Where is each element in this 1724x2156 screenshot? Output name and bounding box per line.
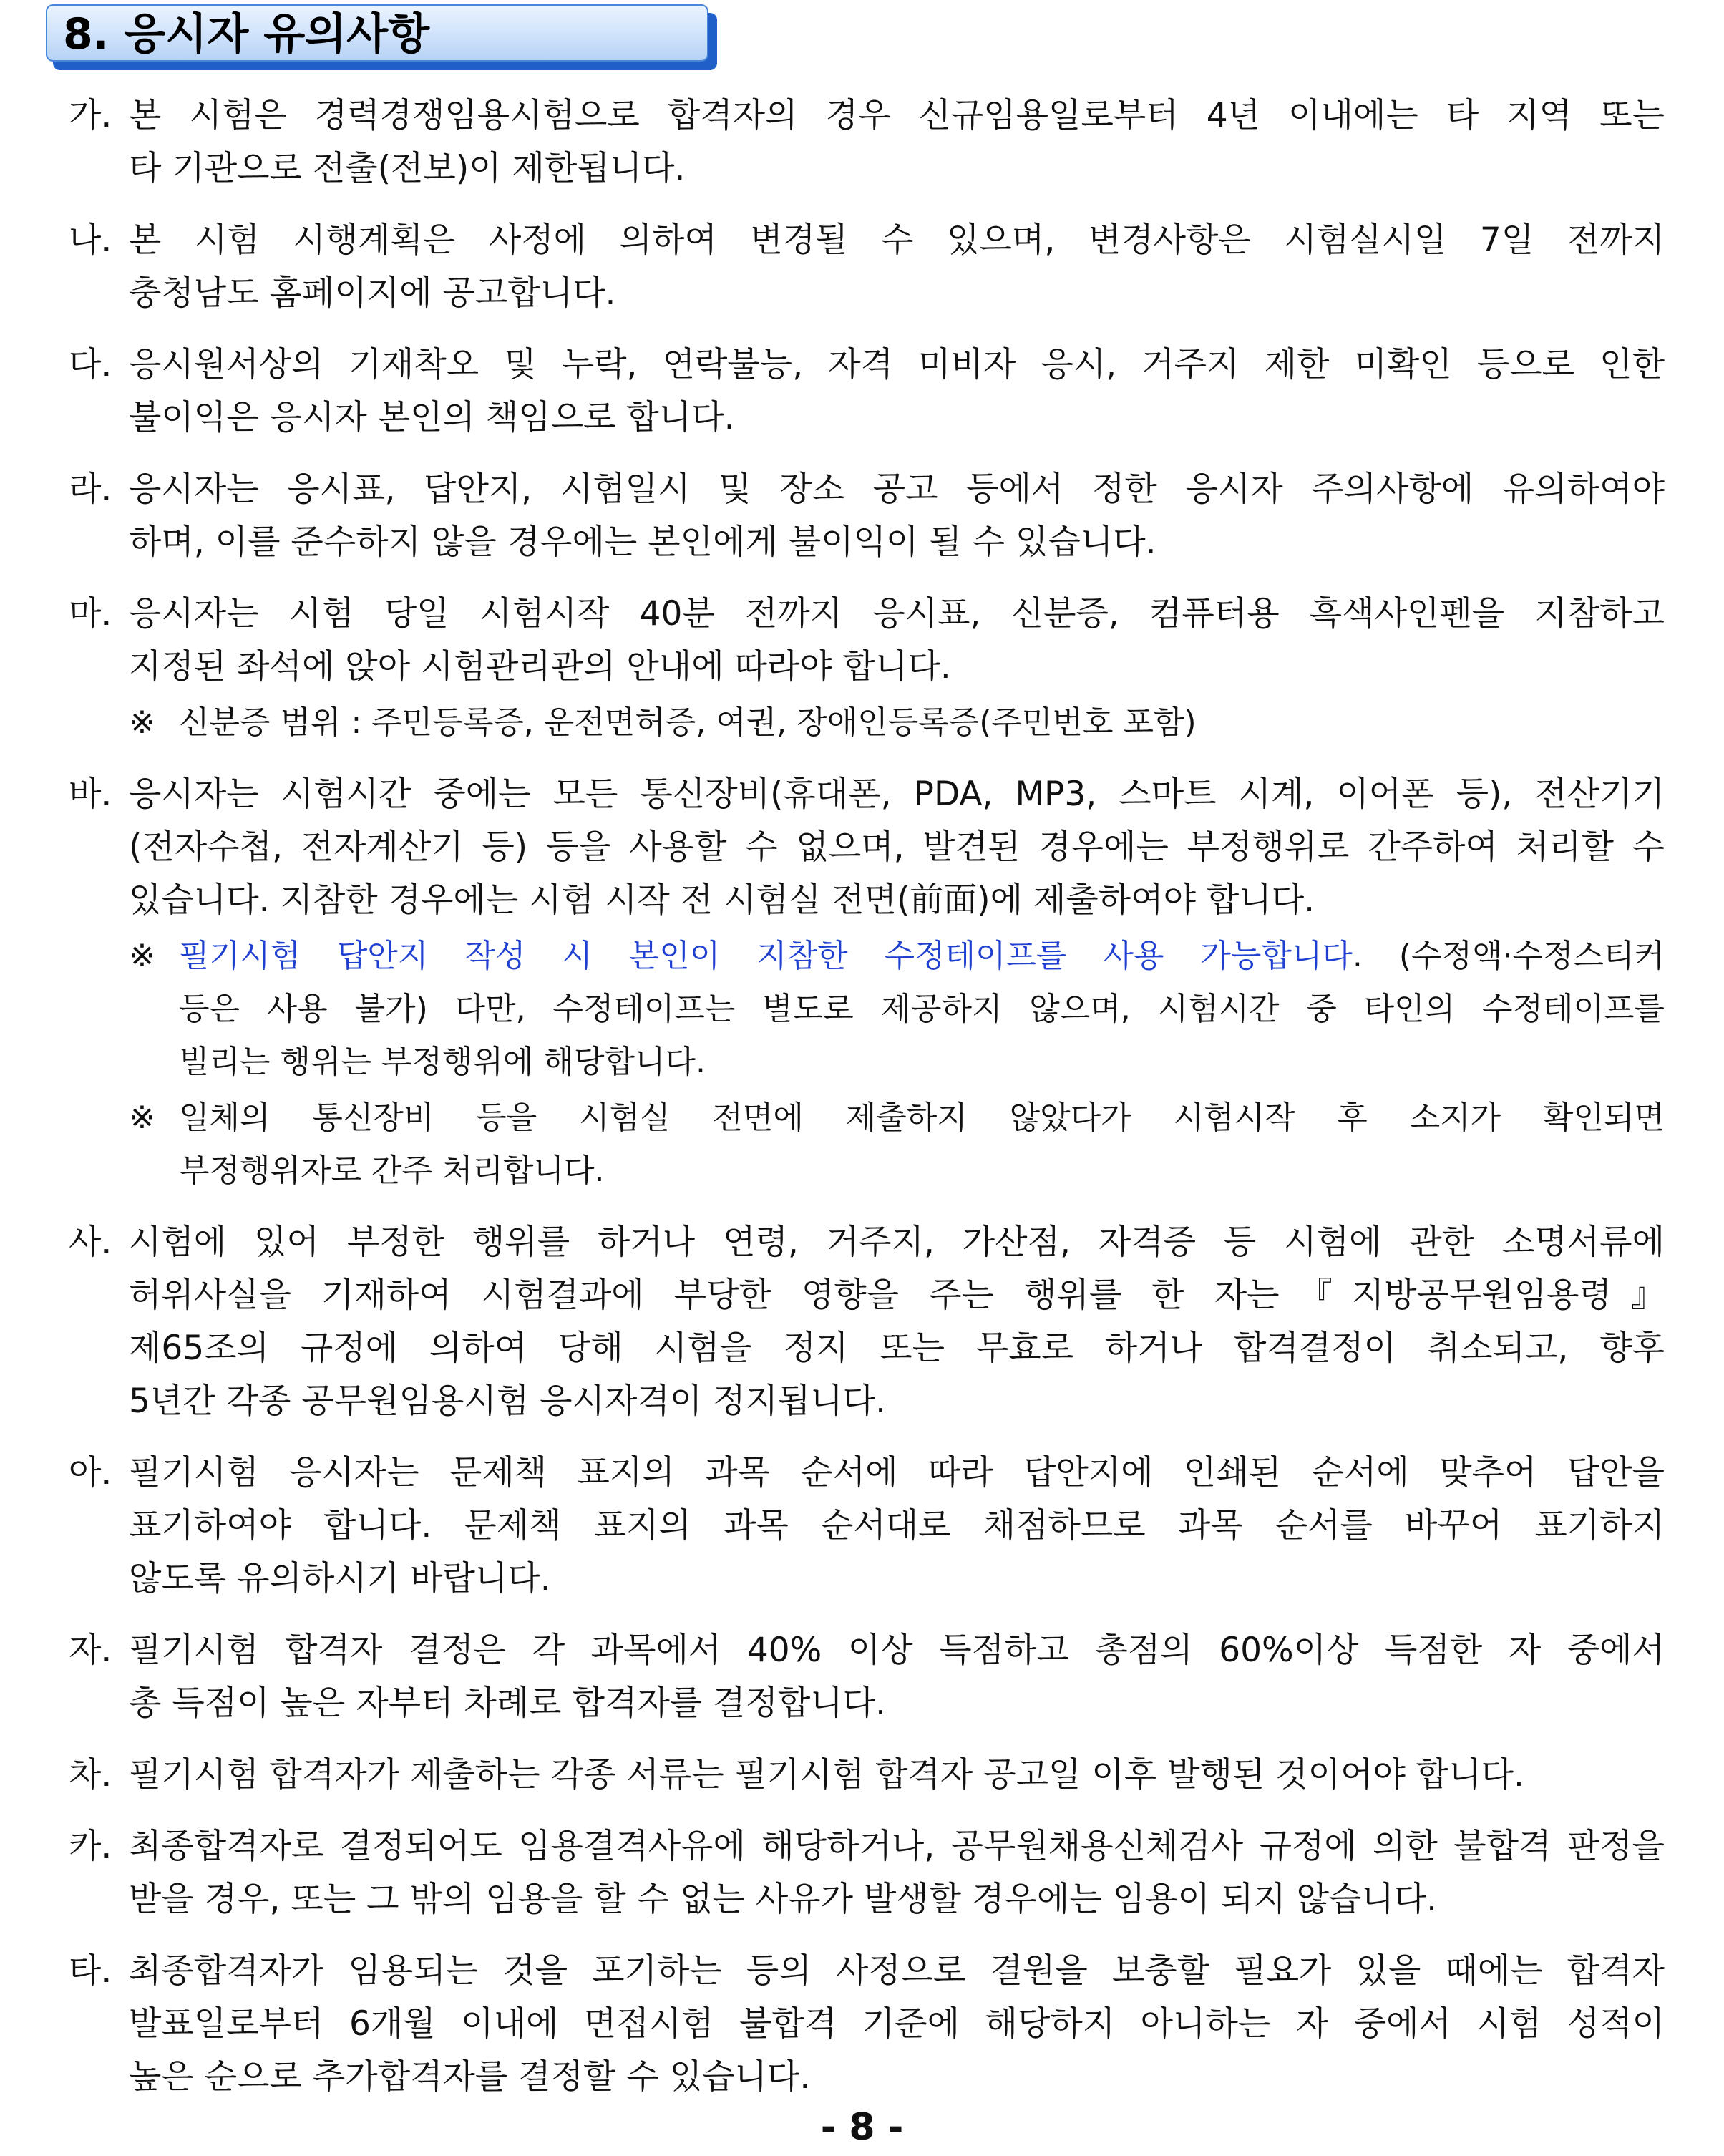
text-line: 불이익은 응시자 본인의 책임으로 합니다. [129, 398, 735, 437]
note-mark: ※ [129, 938, 155, 974]
item-marker: 나. [69, 220, 112, 260]
text-line: 제65조의 규정에 의하여 당해 시험을 정지 또는 무효로 하거나 합격결정이 취소되고, 향후 [129, 1329, 1665, 1368]
text-line: (전자수첩, 전자계산기 등) 등을 사용할 수 없으며, 발견된 경우에는 부정행위로 간주하여 처리할 수 [129, 827, 1665, 867]
item-text [129, 214, 1665, 320]
text-line: 본 시험은 경력경쟁임용시험으로 합격자의 경우 신규임용일로부터 4년 이내에는 타 지역 또는 [129, 96, 1665, 135]
note-text [179, 930, 1665, 1089]
notice-item [69, 89, 1665, 195]
notice-item [69, 588, 1665, 749]
text-line: 응시자는 응시표, 답안지, 시험일시 및 장소 공고 등에서 정한 응시자 주의사항에 유의하여야 [129, 470, 1665, 509]
item-marker: 라. [69, 470, 112, 509]
notice-item [69, 339, 1665, 445]
item-marker: 카. [69, 1827, 112, 1866]
heading-box [46, 4, 708, 62]
section-heading [46, 4, 719, 72]
page-number: - 8 - [820, 2106, 904, 2149]
notice-item [69, 1624, 1665, 1730]
notice-item [69, 1820, 1665, 1926]
text-line: 충청남도 홈페이지에 공고합니다. [129, 273, 616, 313]
text-line: 지정된 좌석에 앉아 시험관리관의 안내에 따라야 합니다. [129, 647, 951, 686]
note-mark: ※ [129, 704, 155, 741]
text-line: 빌리는 행위는 부정행위에 해당합니다. [179, 1044, 706, 1080]
text-line: 응시원서상의 기재착오 및 누락, 연락불능, 자격 미비자 응시, 거주지 제한 미확인 등으로 인한 [129, 345, 1665, 384]
item-marker: 사. [69, 1223, 112, 1262]
notice-item [69, 1216, 1665, 1428]
text-line [179, 930, 1665, 983]
item-marker: 마. [69, 594, 112, 633]
item-marker: 자. [69, 1631, 112, 1670]
item-text [129, 1749, 1665, 1802]
note-mark: ※ [129, 1099, 155, 1136]
text-line: 타 기관으로 전출(전보)이 제한됩니다. [129, 149, 686, 188]
item-text [129, 1624, 1665, 1730]
text-line: 응시자는 시험시간 중에는 모든 통신장비(휴대폰, PDA, MP3, 스마트 시계, 이어폰 등), 전산기기 [129, 774, 1665, 814]
item-text [129, 1447, 1665, 1606]
item-text [129, 463, 1665, 569]
item-marker: 아. [69, 1453, 112, 1492]
text-line: 허위사실을 기재하여 시험결과에 부당한 영향을 주는 행위를 한 자는『지방공무원임용령』 [129, 1276, 1665, 1315]
item-text [129, 339, 1665, 445]
text-line: 높은 순으로 추가합격자를 결정할 수 있습니다. [129, 2057, 811, 2097]
text-line: 필기시험 합격자 결정은 각 과목에서 40% 이상 득점하고 총점의 60%이상 득점한 자 중에서 [129, 1631, 1665, 1670]
text-line: 표기하여야 합니다. 문제책 표지의 과목 순서대로 채점하므로 과목 순서를 바꾸어 표기하지 [129, 1506, 1665, 1545]
text-line: 등은 사용 불가) 다만, 수정테이프는 별도로 제공하지 않으며, 시험시간 중 타인의 수정테이프를 [179, 991, 1665, 1027]
reference-note [129, 930, 1665, 1089]
text-line: 총 득점이 높은 자부터 차례로 합격자를 결정합니다. [129, 1684, 887, 1723]
item-marker: 다. [69, 345, 112, 384]
text-line: 최종합격자로 결정되어도 임용결격사유에 해당하거나, 공무원채용신체검사 규정에 의한 불합격 판정을 [129, 1827, 1665, 1866]
notice-item [69, 214, 1665, 320]
item-text [129, 89, 1665, 195]
text-line: 응시자는 시험 당일 시험시작 40분 전까지 응시표, 신분증, 컴퓨터용 흑색사인펜을 지참하고 [129, 594, 1665, 633]
item-text [129, 768, 1665, 927]
item-marker: 가. [69, 96, 112, 135]
text-line: 본 시험 시행계획은 사정에 의하여 변경될 수 있으며, 변경사항은 시험실시일 7일 전까지 [129, 220, 1665, 260]
item-text [129, 588, 1665, 694]
text-line: 부정행위자로 간주 처리합니다. [179, 1152, 605, 1189]
note-text [179, 696, 1665, 749]
note-text [179, 1092, 1665, 1198]
text-line: 일체의 통신장비 등을 시험실 전면에 제출하지 않았다가 시험시작 후 소지가 확인되면 [179, 1099, 1665, 1136]
text-line: 시험에 있어 부정한 행위를 하거나 연령, 거주지, 가산점, 자격증 등 시험에 관한 소명서류에 [129, 1223, 1665, 1262]
section-title: 8. 응시자 유의사항 [63, 9, 430, 59]
text-line: 최종합격자가 임용되는 것을 포기하는 등의 사정으로 결원을 보충할 필요가 있을 때에는 합격자 [129, 1951, 1665, 1991]
item-marker: 차. [69, 1755, 112, 1795]
item-text [129, 1820, 1665, 1926]
text-line: 하며, 이를 준수하지 않을 경우에는 본인에게 불이익이 될 수 있습니다. [129, 523, 1156, 562]
notice-item [69, 1749, 1665, 1802]
text-line: 발표일로부터 6개월 이내에 면접시험 불합격 기준에 해당하지 아니하는 자 중에서 시험 성적이 [129, 2004, 1665, 2044]
reference-note [129, 1092, 1665, 1198]
text-line: 5년간 각종 공무원임용시험 응시자격이 정지됩니다. [129, 1382, 887, 1421]
item-marker: 바. [69, 774, 112, 814]
highlighted-text: 필기시험 답안지 작성 시 본인이 지참한 수정테이프를 사용 가능합니다 [179, 938, 1353, 974]
note-continuation: . (수정액·수정스티커 [1352, 938, 1665, 974]
notice-item [69, 768, 1665, 1198]
notice-item [69, 463, 1665, 569]
text-line: 신분증 범위 : 주민등록증, 운전면허증, 여권, 장애인등록증(주민번호 포함) [179, 704, 1197, 741]
reference-note [129, 696, 1665, 749]
text-line: 받을 경우, 또는 그 밖의 임용을 할 수 없는 사유가 발생할 경우에는 임용이 되지 않습니다. [129, 1880, 1438, 1919]
text-line: 않도록 유의하시기 바랍니다. [129, 1559, 551, 1598]
text-line: 필기시험 합격자가 제출하는 각종 서류는 필기시험 합격자 공고일 이후 발행된 것이어야 합니다. [129, 1755, 1524, 1795]
text-line: 있습니다. 지참한 경우에는 시험 시작 전 시험실 전면(前面)에 제출하여야 합니다. [129, 880, 1315, 920]
item-text [129, 1216, 1665, 1428]
text-line: 필기시험 응시자는 문제책 표지의 과목 순서에 따라 답안지에 인쇄된 순서에 맞추어 답안을 [129, 1453, 1665, 1492]
item-marker: 타. [69, 1951, 112, 1991]
notice-item [69, 1447, 1665, 1606]
notice-list [69, 89, 1665, 2122]
item-text [129, 1945, 1665, 2104]
notice-item [69, 1945, 1665, 2104]
